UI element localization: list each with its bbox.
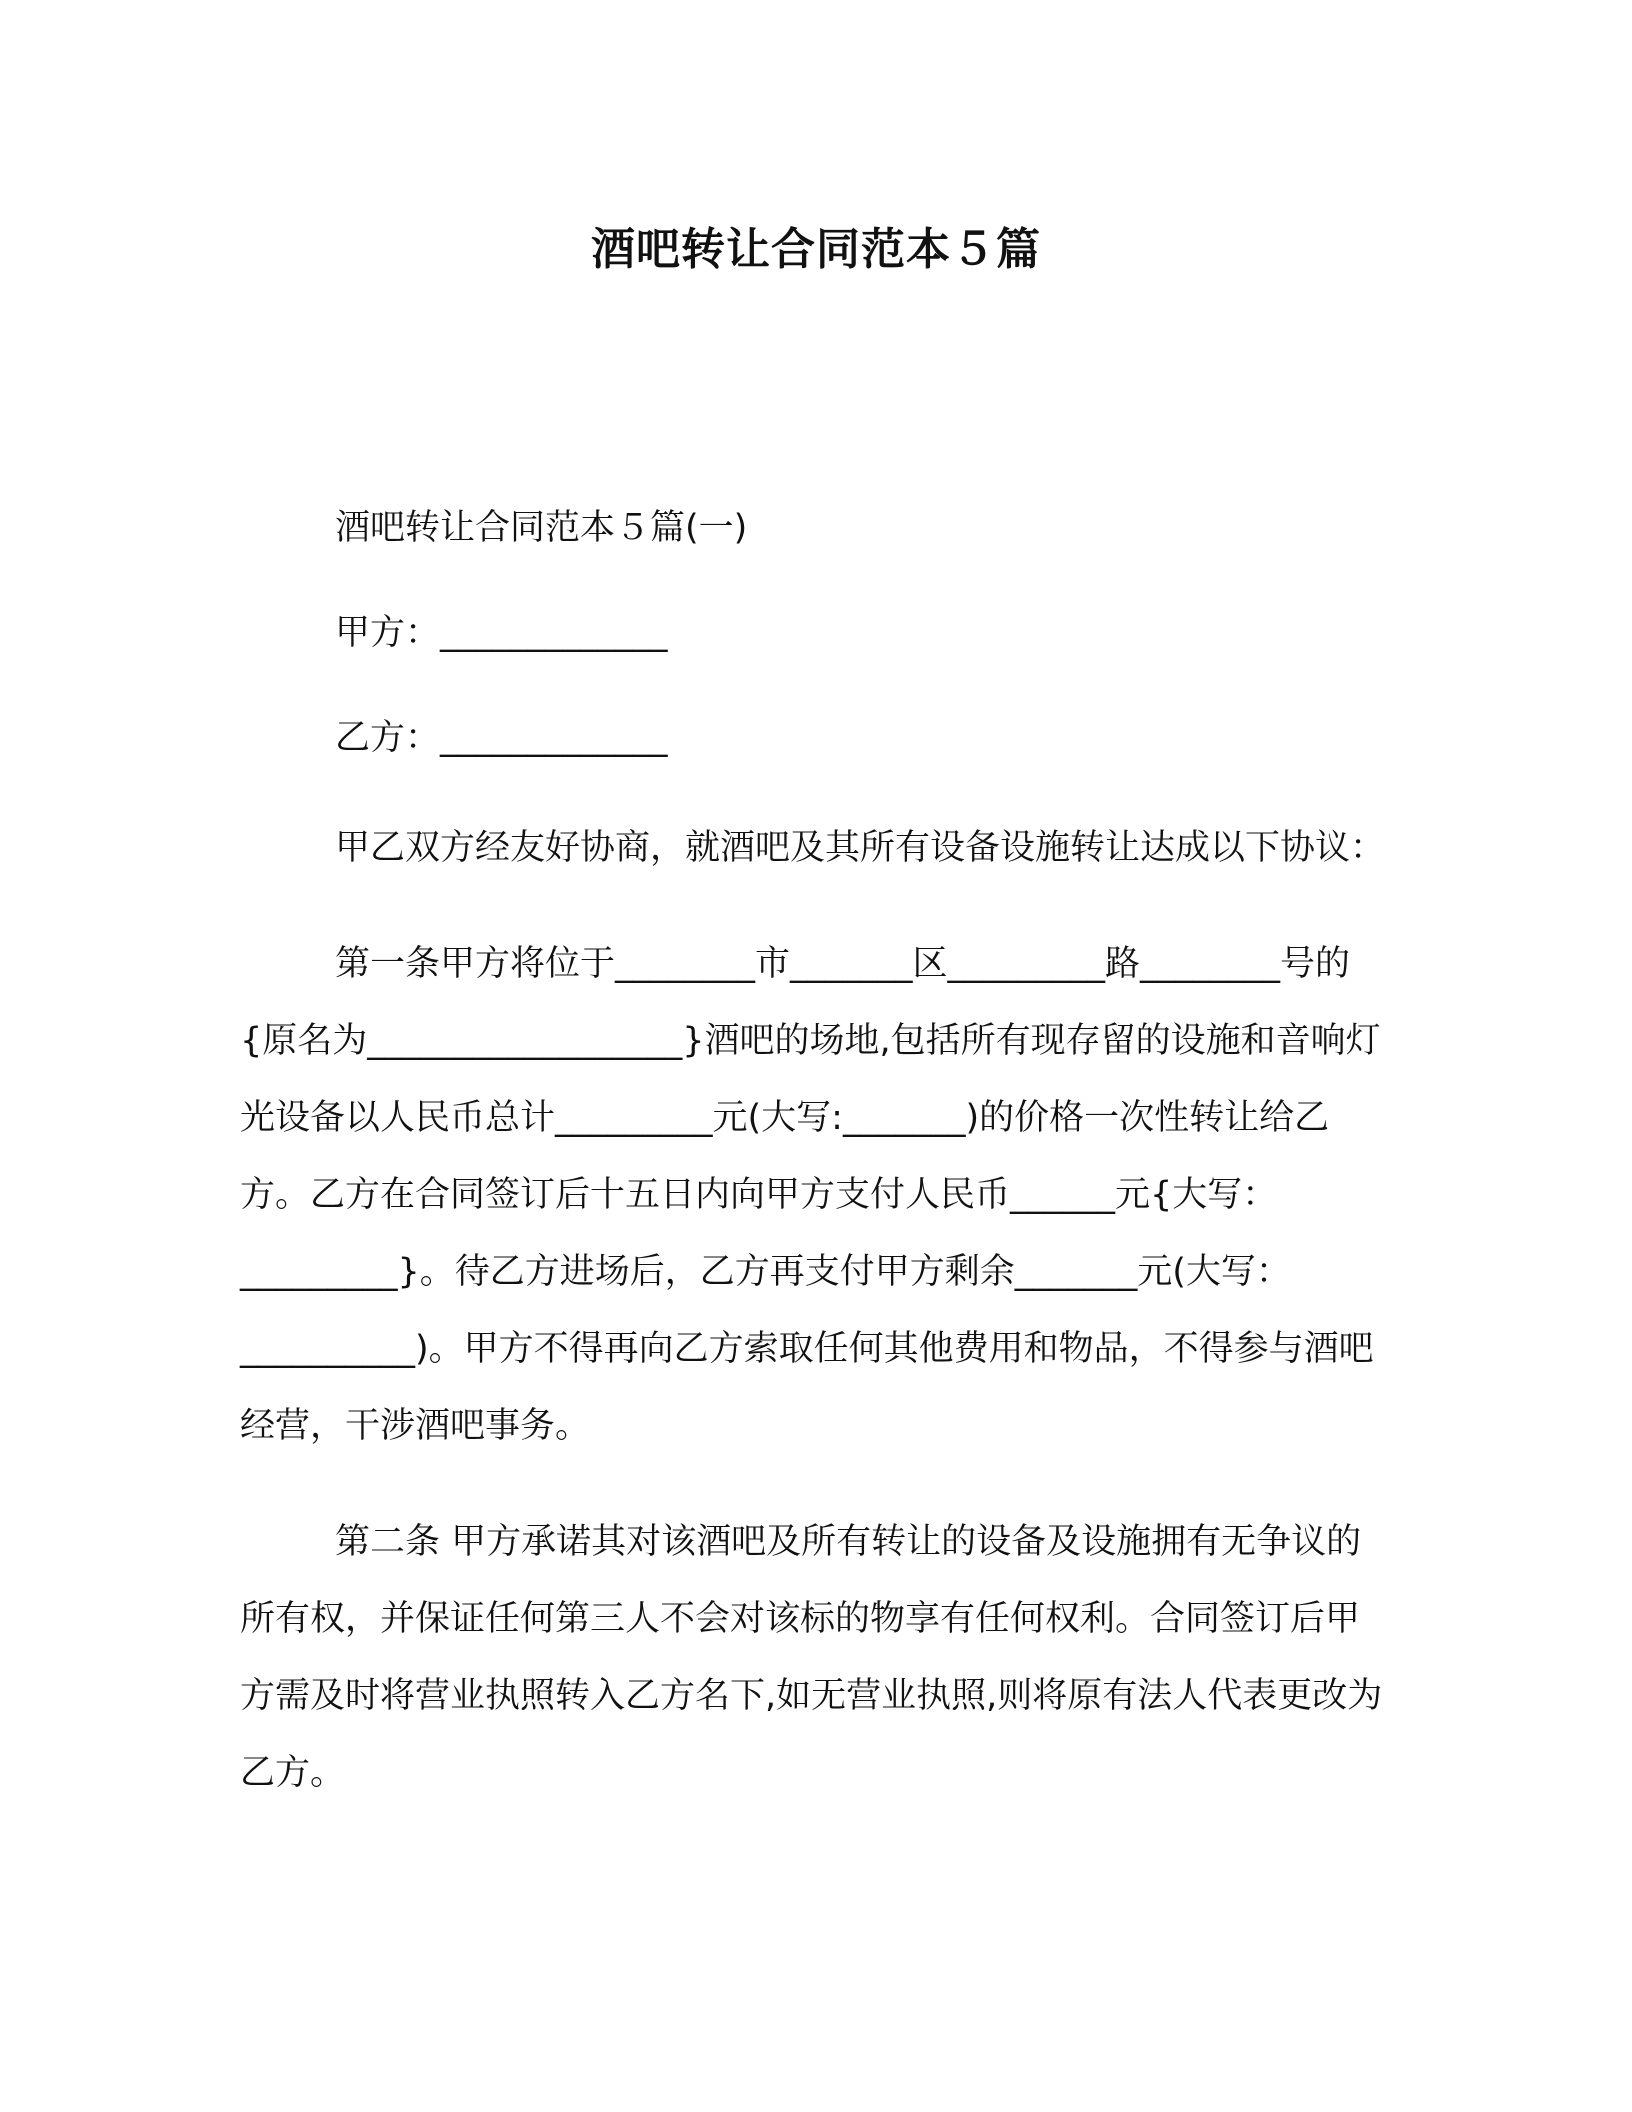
document-body [240, 490, 1388, 1812]
document-title: 酒吧转让合同范本５篇 [591, 224, 1041, 275]
section-heading: 酒吧转让合同范本５篇(一) [335, 508, 748, 548]
article-two: 第二条 甲方承诺其对该酒吧及所有转让的设备及设施拥有无争议的所有权，并保证任何第三人不会对该标的物享有任何权利。合同签订后甲方需及时将营业执照转入乙方名下,如无营业执照,则将原有法人代表更改为乙方。 [240, 1522, 1383, 1793]
party-b-line: 乙方：_____________ [335, 718, 668, 758]
agreement-intro: 甲乙双方经友好协商，就酒吧及其所有设备设施转让达成以下协议： [335, 828, 1386, 868]
party-a-line: 甲方：_____________ [335, 613, 668, 653]
article-one: 第一条甲方将位于________市_______区_________路________号的{原名为__________________}酒吧的场地,包括所有现存留的设施和音响灯光设备以人民币总计_________元(大写:_______)的价格一次性转让给乙方。乙方在合同签订后十五日内向甲方支付人民币______元{大写：_________}。待乙方进场后，乙方再支付甲方剩余_______元(大写：__________)。甲方不得再向乙方索取任何其他费用和物品，不得参与酒吧经营，干涉酒吧事务。 [240, 944, 1381, 1446]
